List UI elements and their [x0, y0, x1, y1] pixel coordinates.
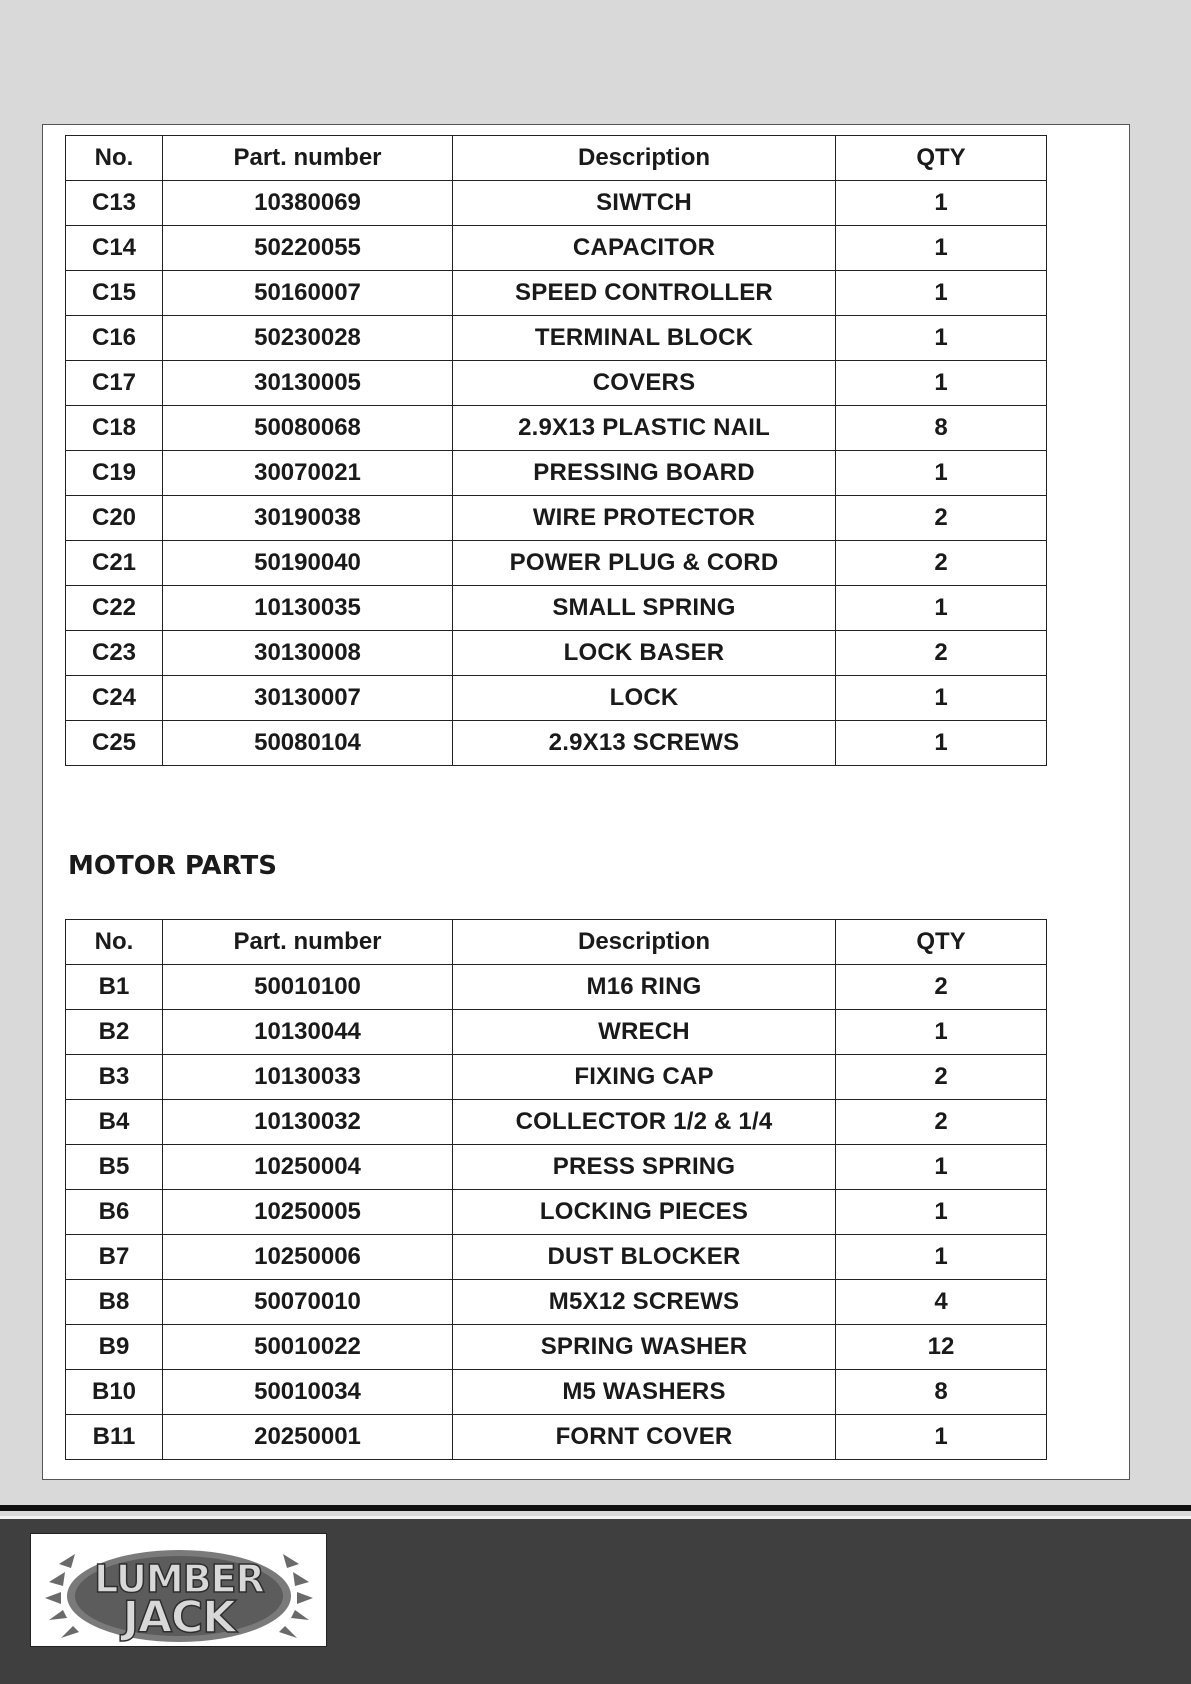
- logo-text-line2: JACK: [122, 1592, 236, 1643]
- cell-qty: 2: [836, 1100, 1047, 1145]
- cell-no: C25: [66, 721, 163, 766]
- cell-part-number: 50220055: [163, 226, 453, 271]
- cell-part-number: 10380069: [163, 181, 453, 226]
- cell-qty: 1: [836, 361, 1047, 406]
- cell-no: B2: [66, 1010, 163, 1055]
- cell-part-number: 10250005: [163, 1190, 453, 1235]
- cell-qty: 1: [836, 586, 1047, 631]
- cell-qty: 1: [836, 1235, 1047, 1280]
- cell-qty: 8: [836, 406, 1047, 451]
- cell-part-number: 50070010: [163, 1280, 453, 1325]
- table-row: [66, 1235, 1047, 1280]
- cell-qty: 1: [836, 1190, 1047, 1235]
- table-row: [66, 271, 1047, 316]
- cell-description: SMALL SPRING: [453, 586, 836, 631]
- cell-part-number: 30130007: [163, 676, 453, 721]
- cell-no: C23: [66, 631, 163, 676]
- table-row: [66, 631, 1047, 676]
- table-header-row: [66, 920, 1047, 965]
- cell-part-number: 50080104: [163, 721, 453, 766]
- header-no: No.: [66, 136, 163, 181]
- cell-description: SIWTCH: [453, 181, 836, 226]
- cell-no: B7: [66, 1235, 163, 1280]
- table-row: [66, 721, 1047, 766]
- parts-table-b: [65, 919, 1047, 1460]
- cell-qty: 1: [836, 1010, 1047, 1055]
- cell-qty: 1: [836, 721, 1047, 766]
- section-title-motor-parts: MOTOR PARTS: [68, 851, 277, 881]
- table-row: [66, 181, 1047, 226]
- table-header-row: [66, 136, 1047, 181]
- table-row: [66, 1190, 1047, 1235]
- cell-description: LOCK: [453, 676, 836, 721]
- table-row: [66, 965, 1047, 1010]
- cell-no: C15: [66, 271, 163, 316]
- cell-part-number: 50190040: [163, 541, 453, 586]
- cell-qty: 1: [836, 1145, 1047, 1190]
- cell-no: B10: [66, 1370, 163, 1415]
- table-row: [66, 1100, 1047, 1145]
- cell-no: C17: [66, 361, 163, 406]
- header-description: Description: [453, 136, 836, 181]
- table-row: [66, 316, 1047, 361]
- cell-description: 2.9X13 SCREWS: [453, 721, 836, 766]
- logo-text-line1: LUMBER: [94, 1557, 264, 1601]
- table-row: [66, 406, 1047, 451]
- cell-qty: 1: [836, 316, 1047, 361]
- cell-description: CAPACITOR: [453, 226, 836, 271]
- table-row: [66, 1415, 1047, 1460]
- cell-description: SPRING WASHER: [453, 1325, 836, 1370]
- cell-description: M5X12 SCREWS: [453, 1280, 836, 1325]
- table-row: [66, 1325, 1047, 1370]
- cell-part-number: 50010100: [163, 965, 453, 1010]
- cell-description: FIXING CAP: [453, 1055, 836, 1100]
- cell-description: DUST BLOCKER: [453, 1235, 836, 1280]
- cell-qty: 2: [836, 1055, 1047, 1100]
- table-row: [66, 676, 1047, 721]
- cell-no: C13: [66, 181, 163, 226]
- cell-part-number: 50080068: [163, 406, 453, 451]
- table-row: [66, 1145, 1047, 1190]
- lumberjack-logo: [30, 1533, 327, 1647]
- cell-no: C18: [66, 406, 163, 451]
- cell-description: PRESSING BOARD: [453, 451, 836, 496]
- cell-part-number: 30070021: [163, 451, 453, 496]
- cell-description: POWER PLUG & CORD: [453, 541, 836, 586]
- cell-description: SPEED CONTROLLER: [453, 271, 836, 316]
- table-row: [66, 496, 1047, 541]
- cell-no: C20: [66, 496, 163, 541]
- cell-qty: 1: [836, 676, 1047, 721]
- cell-part-number: 50160007: [163, 271, 453, 316]
- cell-description: LOCK BASER: [453, 631, 836, 676]
- cell-description: COVERS: [453, 361, 836, 406]
- cell-description: WIRE PROTECTOR: [453, 496, 836, 541]
- cell-description: 2.9X13 PLASTIC NAIL: [453, 406, 836, 451]
- table-row: [66, 361, 1047, 406]
- cell-part-number: 10130033: [163, 1055, 453, 1100]
- cell-qty: 2: [836, 541, 1047, 586]
- cell-qty: 1: [836, 451, 1047, 496]
- cell-no: B5: [66, 1145, 163, 1190]
- cell-no: C16: [66, 316, 163, 361]
- cell-description: LOCKING PIECES: [453, 1190, 836, 1235]
- cell-no: C24: [66, 676, 163, 721]
- cell-part-number: 10130035: [163, 586, 453, 631]
- cell-no: B11: [66, 1415, 163, 1460]
- cell-description: PRESS SPRING: [453, 1145, 836, 1190]
- cell-description: M5 WASHERS: [453, 1370, 836, 1415]
- header-qty: QTY: [836, 136, 1047, 181]
- cell-qty: 1: [836, 1415, 1047, 1460]
- cell-description: TERMINAL BLOCK: [453, 316, 836, 361]
- cell-qty: 1: [836, 271, 1047, 316]
- cell-no: B9: [66, 1325, 163, 1370]
- cell-qty: 1: [836, 181, 1047, 226]
- cell-qty: 2: [836, 496, 1047, 541]
- header-description: Description: [453, 920, 836, 965]
- cell-no: B3: [66, 1055, 163, 1100]
- cell-part-number: 50010022: [163, 1325, 453, 1370]
- table-row: [66, 226, 1047, 271]
- cell-qty: 2: [836, 631, 1047, 676]
- cell-no: C19: [66, 451, 163, 496]
- cell-description: M16 RING: [453, 965, 836, 1010]
- parts-table-c: [65, 135, 1047, 766]
- cell-no: B1: [66, 965, 163, 1010]
- cell-part-number: 10130032: [163, 1100, 453, 1145]
- cell-part-number: 10250004: [163, 1145, 453, 1190]
- table-row: [66, 451, 1047, 496]
- header-part-number: Part. number: [163, 136, 453, 181]
- cell-description: COLLECTOR 1/2 & 1/4: [453, 1100, 836, 1145]
- cell-part-number: 30190038: [163, 496, 453, 541]
- cell-no: C22: [66, 586, 163, 631]
- footer-divider: [0, 1505, 1191, 1511]
- cell-no: C21: [66, 541, 163, 586]
- cell-no: B8: [66, 1280, 163, 1325]
- cell-description: FORNT COVER: [453, 1415, 836, 1460]
- cell-qty: 8: [836, 1370, 1047, 1415]
- page-footer: [0, 1516, 1191, 1684]
- cell-no: B6: [66, 1190, 163, 1235]
- cell-part-number: 30130005: [163, 361, 453, 406]
- cell-no: B4: [66, 1100, 163, 1145]
- table-row: [66, 586, 1047, 631]
- saw-blade-logo-icon: [31, 1534, 328, 1648]
- cell-no: C14: [66, 226, 163, 271]
- table-row: [66, 1010, 1047, 1055]
- cell-qty: 2: [836, 965, 1047, 1010]
- table-row: [66, 541, 1047, 586]
- cell-qty: 4: [836, 1280, 1047, 1325]
- cell-part-number: 50230028: [163, 316, 453, 361]
- document-page: [42, 124, 1130, 1480]
- cell-part-number: 10130044: [163, 1010, 453, 1055]
- header-part-number: Part. number: [163, 920, 453, 965]
- cell-qty: 1: [836, 226, 1047, 271]
- cell-part-number: 30130008: [163, 631, 453, 676]
- table-row: [66, 1055, 1047, 1100]
- cell-description: WRECH: [453, 1010, 836, 1055]
- table-row: [66, 1370, 1047, 1415]
- cell-part-number: 50010034: [163, 1370, 453, 1415]
- cell-part-number: 20250001: [163, 1415, 453, 1460]
- cell-qty: 12: [836, 1325, 1047, 1370]
- header-qty: QTY: [836, 920, 1047, 965]
- header-no: No.: [66, 920, 163, 965]
- cell-part-number: 10250006: [163, 1235, 453, 1280]
- table-row: [66, 1280, 1047, 1325]
